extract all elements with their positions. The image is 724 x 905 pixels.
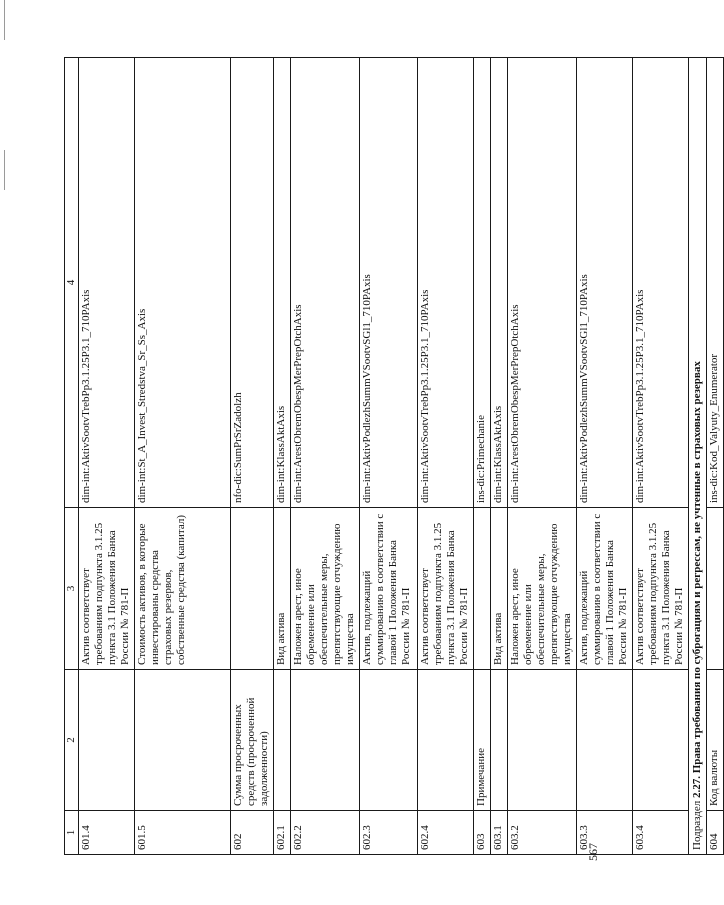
row-number: 602.4 (418, 811, 474, 855)
row-code: dim-int:AktivPodlezhSummVSootvSGl1_710PAxis (360, 58, 418, 508)
row-name: Сумма просроченных средств (просроченной задолженности) (231, 670, 274, 811)
table-row (707, 58, 724, 855)
table-row (633, 58, 689, 855)
row-description: Вид актива (274, 508, 291, 670)
row-name (491, 670, 508, 811)
table-row (274, 58, 291, 855)
row-description (707, 508, 724, 670)
row-name (633, 670, 689, 811)
row-name (79, 670, 135, 811)
table-row (79, 58, 135, 855)
row-number: 603.4 (633, 811, 689, 855)
row-description (231, 508, 274, 670)
row-number: 603.2 (508, 811, 577, 855)
row-code: dim-int:AktivSootvTrebPp3.1.25P3.1_710PAxis (633, 58, 689, 508)
table-header-row (65, 58, 79, 855)
table-row (577, 58, 633, 855)
section-title: Права требования по суброгациям и регрессам, не учтенные в страховых резервах (691, 361, 703, 774)
table-row (474, 58, 491, 855)
table-row (360, 58, 418, 855)
section-heading (689, 58, 707, 855)
row-name (360, 670, 418, 811)
row-code: ins-dic:Primechanie (474, 58, 491, 508)
row-code: dim-int:ArestObremObespMerPrepOtchAxis (508, 58, 577, 508)
row-number: 603.1 (491, 811, 508, 855)
row-code: dim-int:AktivSootvTrebPp3.1.25P3.1_710PAxis (418, 58, 474, 508)
row-description: Актив, подлежащий суммированию в соответствии с главой 1 Положения Банка России № 781-П (577, 508, 633, 670)
row-number: 601.4 (79, 811, 135, 855)
row-number: 602.1 (274, 811, 291, 855)
table-row (231, 58, 274, 855)
row-name: Код валюты (707, 670, 724, 811)
table-row (291, 58, 360, 855)
row-number: 604 (707, 811, 724, 855)
row-number: 602.3 (360, 811, 418, 855)
row-description: Актив соответствует требованиям подпункта 3.1.25 пункта 3.1 Положения Банка России № 781-П (79, 508, 135, 670)
row-description: Актив, подлежащий суммированию в соответствии с главой 1 Положения Банка России № 781-П (360, 508, 418, 670)
row-code: ins-dic:Kod_Valyuty_Enumerator (707, 58, 724, 508)
register-table (64, 57, 724, 855)
table-row (491, 58, 508, 855)
row-description: Наложен арест, иное обременение или обеспечительные меры, препятствующие отчуждению имущества (291, 508, 360, 670)
table-row (135, 58, 231, 855)
row-description (474, 508, 491, 670)
header-cell: 1 (65, 811, 79, 855)
row-name (508, 670, 577, 811)
row-name (291, 670, 360, 811)
page-number: 567 (586, 843, 600, 861)
table-row (418, 58, 474, 855)
header-cell: 2 (65, 670, 79, 811)
row-name: Примечание (474, 670, 491, 811)
section-number: 2.27. (691, 776, 703, 799)
row-name (418, 670, 474, 811)
row-number: 602 (231, 811, 274, 855)
row-number: 603 (474, 811, 491, 855)
row-description: Вид актива (491, 508, 508, 670)
row-number: 601.5 (135, 811, 231, 855)
header-cell: 4 (65, 58, 79, 508)
row-description: Наложен арест, иное обременение или обеспечительные меры, препятствующие отчуждению имущества (508, 508, 577, 670)
row-code: dim-int:KlassAktAxis (491, 58, 508, 508)
row-code: dim-int:KlassAktAxis (274, 58, 291, 508)
row-code: nfo-dic:SumPrSrZadolzh (231, 58, 274, 508)
section-prefix: Подраздел (691, 800, 703, 850)
row-code: dim-int:St_A_Invest_Stredstva_Sr_Ss_Axis (135, 58, 231, 508)
row-description: Актив соответствует требованиям подпункта 3.1.25 пункта 3.1 Положения Банка России № 781-П (418, 508, 474, 670)
section-heading-row (689, 58, 707, 855)
row-name (135, 670, 231, 811)
row-name (577, 670, 633, 811)
row-description: Актив соответствует требованиям подпункта 3.1.25 пункта 3.1 Положения Банка России № 781-П (633, 508, 689, 670)
row-code: dim-int:AktivPodlezhSummVSootvSGl1_710PAxis (577, 58, 633, 508)
row-description: Стоимость активов, в которые инвестированы средства страховых резервов, собственные средства (капитал) (135, 508, 231, 670)
row-code: dim-int:ArestObremObespMerPrepOtchAxis (291, 58, 360, 508)
table-row (508, 58, 577, 855)
header-cell: 3 (65, 508, 79, 670)
row-number: 602.2 (291, 811, 360, 855)
row-number: 603.3 (577, 811, 633, 855)
row-name (274, 670, 291, 811)
row-code: dim-int:AktivSootvTrebPp3.1.25P3.1_710PAxis (79, 58, 135, 508)
